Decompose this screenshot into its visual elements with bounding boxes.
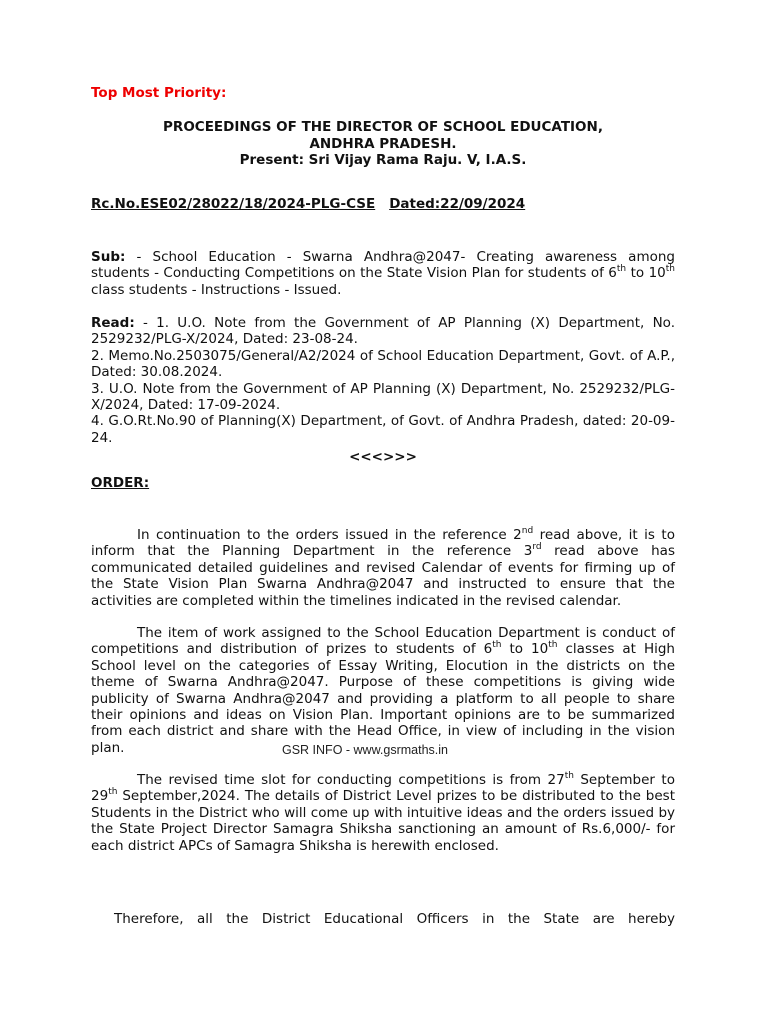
subject-paragraph <box>91 249 675 298</box>
read-item-3: 3. U.O. Note from the Government of AP Planning (X) Department, No. 2529232/PLG-X/2024, Dated: 17-09-2024. <box>91 380 675 414</box>
read-label: Read: <box>91 315 135 331</box>
reference-date: Dated:22/09/2024 <box>389 196 526 212</box>
superscript: th <box>665 263 675 274</box>
paragraph-text: In continuation to the orders issued in the reference 2 <box>137 527 522 543</box>
order-paragraph-2 <box>91 625 675 756</box>
read-item-1 <box>91 315 675 348</box>
superscript: th <box>108 786 118 797</box>
proceedings-heading <box>91 119 675 169</box>
subject-text: to 10 <box>626 265 666 282</box>
read-references <box>91 315 675 446</box>
superscript: th <box>616 263 627 274</box>
superscript: th <box>564 770 574 781</box>
read-item-4: 4. G.O.Rt.No.90 of Planning(X) Department, of Govt. of Andhra Pradesh, dated: 20-09-24. <box>91 413 675 446</box>
section-separator: <<<>>> <box>349 449 417 465</box>
paragraph-text: September,2024. The details of District Level prizes to be distributed to the best Students in the District who will come up with intuitive ideas and the orders issued by the State Project Director Samagra Shiksha sanctioning an amount of Rs.6,000/- for each district APCs of Samagra Shiksha is herewith enclosed. <box>91 788 675 854</box>
paragraph-text: read above has communicated detailed guidelines and revised Calendar of events for firming up of the State Vision Plan Swarna Andhra@2047 and instructed to ensure that the activities are completed within the timelines indicated in the revised calendar. <box>91 543 675 609</box>
subject-label: Sub: <box>91 249 126 265</box>
heading-line-1: PROCEEDINGS OF THE DIRECTOR OF SCHOOL EDUCATION, <box>163 119 603 135</box>
order-paragraph-4: Therefore, all the District Educational Officers in the State are hereby <box>114 911 675 927</box>
order-paragraph-3 <box>91 772 675 854</box>
paragraph-text: The revised time slot for conducting competitions is from 27 <box>137 772 565 788</box>
superscript: rd <box>532 541 542 552</box>
superscript: th <box>548 639 558 650</box>
reference-number: Rc.No.ESE02/28022/18/2024-PLG-CSE <box>91 196 376 212</box>
heading-line-2: ANDHRA PRADESH. <box>309 135 457 152</box>
watermark-text: GSR INFO - www.gsrmaths.in <box>282 743 448 757</box>
reference-line <box>91 196 525 212</box>
paragraph-text: September to 29 <box>91 772 675 805</box>
paragraph-text: read above, it is to inform that the Planning Department in the reference 3 <box>91 527 675 560</box>
subject-text: class students - Instructions - Issued. <box>91 281 342 298</box>
heading-line-3: Present: Sri Vijay Rama Raju. V, I.A.S. <box>239 152 527 168</box>
order-heading: ORDER: <box>91 475 150 491</box>
order-paragraph-1 <box>91 527 675 609</box>
paragraph-text: The item of work assigned to the School Education Department is conduct of competitions and distribution of prizes to students of 6 <box>91 625 675 658</box>
superscript: nd <box>521 525 534 536</box>
subject-text: - School Education - Swarna Andhra@2047- Creating awareness among students - Conducting Competitions on the State Vision Plan for students of 6 <box>91 249 675 282</box>
paragraph-text: to 10 <box>501 641 549 658</box>
read-item-text: - 1. U.O. Note from the Government of AP Planning (X) Department, No. 2529232/PLG-X/2024, Dated: 23-08-24. <box>91 315 675 348</box>
priority-label: Top Most Priority: <box>91 85 227 101</box>
read-item-2: 2. Memo.No.2503075/General/A2/2024 of School Education Department, Govt. of A.P., Dated: 30.08.2024. <box>91 347 675 381</box>
paragraph-text: classes at High School level on the categories of Essay Writing, Elocution in the districts on the theme of Swarna Andhra@2047. Purpose of these competitions is giving wide publicity of Swarna Andhra@2047 and providing a platform to all people to share their opinions and ideas on Vision Plan. Important opinions are to be summarized from each district and share with the Head Office, in view of including in the vision plan. <box>91 641 675 756</box>
superscript: th <box>492 639 502 650</box>
